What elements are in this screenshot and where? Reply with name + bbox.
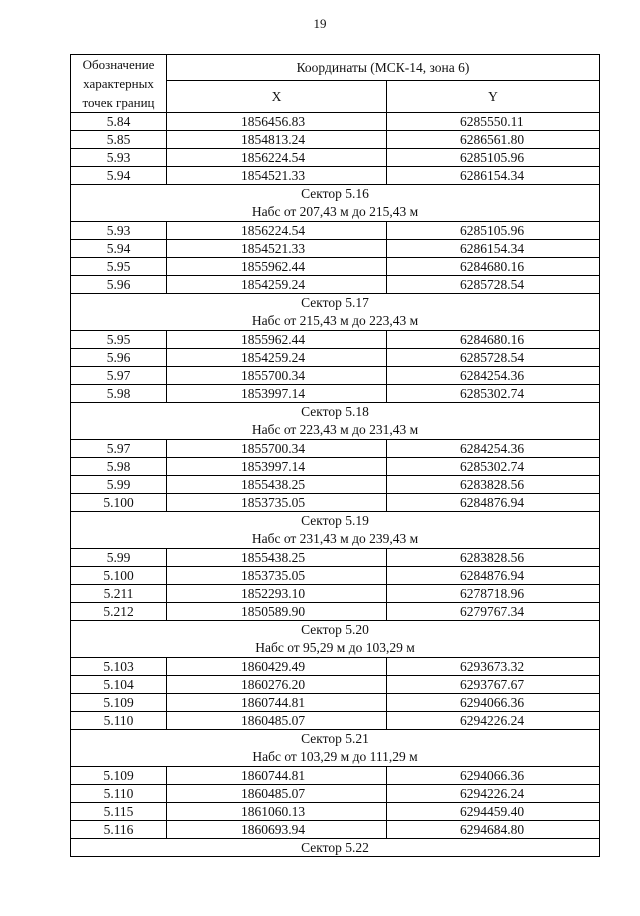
x-value-cell: 1853997.14 bbox=[167, 458, 387, 476]
point-id-cell: 5.103 bbox=[71, 658, 167, 676]
y-column-header: Y bbox=[387, 81, 600, 113]
table-row bbox=[71, 349, 600, 367]
x-value-cell: 1856224.54 bbox=[167, 222, 387, 240]
point-id-cell: 5.110 bbox=[71, 712, 167, 730]
sector-row bbox=[71, 185, 600, 222]
table-row bbox=[71, 258, 600, 276]
table-row bbox=[71, 712, 600, 730]
y-value-cell: 6279767.34 bbox=[387, 603, 600, 621]
y-value-cell: 6285550.11 bbox=[387, 113, 600, 131]
sector-cell bbox=[71, 512, 600, 549]
y-value-cell: 6285302.74 bbox=[387, 385, 600, 403]
point-id-cell: 5.97 bbox=[71, 440, 167, 458]
x-value-cell: 1855438.25 bbox=[167, 476, 387, 494]
sector-range: Набс от 231,43 м до 239,43 м bbox=[251, 531, 419, 546]
x-value-cell: 1860485.07 bbox=[167, 712, 387, 730]
y-value-cell: 6294066.36 bbox=[387, 767, 600, 785]
table-row bbox=[71, 385, 600, 403]
point-id-cell: 5.93 bbox=[71, 222, 167, 240]
table-row bbox=[71, 167, 600, 185]
y-value-cell: 6284254.36 bbox=[387, 367, 600, 385]
point-id-cell: 5.211 bbox=[71, 585, 167, 603]
x-value-cell: 1854259.24 bbox=[167, 276, 387, 294]
point-id-cell: 5.115 bbox=[71, 803, 167, 821]
table-row bbox=[71, 549, 600, 567]
y-value-cell: 6284876.94 bbox=[387, 567, 600, 585]
point-id-cell: 5.94 bbox=[71, 167, 167, 185]
table-row bbox=[71, 567, 600, 585]
table-row bbox=[71, 276, 600, 294]
sector-cell bbox=[71, 730, 600, 767]
sector-title: Сектор 5.16 bbox=[301, 186, 369, 201]
table-row bbox=[71, 694, 600, 712]
y-value-cell: 6293673.32 bbox=[387, 658, 600, 676]
x-value-cell: 1854813.24 bbox=[167, 131, 387, 149]
sector-range: Набс от 95,29 м до 103,29 м bbox=[255, 640, 415, 655]
x-value-cell: 1855962.44 bbox=[167, 331, 387, 349]
table-row bbox=[71, 476, 600, 494]
x-value-cell: 1860276.20 bbox=[167, 676, 387, 694]
x-value-cell: 1850589.90 bbox=[167, 603, 387, 621]
sector-row bbox=[71, 403, 600, 440]
x-value-cell: 1856224.54 bbox=[167, 149, 387, 167]
point-id-cell: 5.116 bbox=[71, 821, 167, 839]
point-id-cell: 5.110 bbox=[71, 785, 167, 803]
point-id-cell: 5.94 bbox=[71, 240, 167, 258]
y-value-cell: 6294226.24 bbox=[387, 712, 600, 730]
x-value-cell: 1856456.83 bbox=[167, 113, 387, 131]
point-id-cell: 5.212 bbox=[71, 603, 167, 621]
y-value-cell: 6285728.54 bbox=[387, 276, 600, 294]
y-value-cell: 6285105.96 bbox=[387, 222, 600, 240]
point-id-cell: 5.95 bbox=[71, 258, 167, 276]
sector-title: Сектор 5.17 bbox=[301, 295, 369, 310]
point-id-cell: 5.109 bbox=[71, 694, 167, 712]
x-value-cell: 1860744.81 bbox=[167, 694, 387, 712]
table-row bbox=[71, 658, 600, 676]
x-value-cell: 1854521.33 bbox=[167, 167, 387, 185]
sector-row bbox=[71, 839, 600, 857]
page-number: 19 bbox=[313, 16, 327, 31]
sector-range: Набс от 215,43 м до 223,43 м bbox=[251, 313, 419, 328]
point-id-cell: 5.96 bbox=[71, 349, 167, 367]
table-row bbox=[71, 676, 600, 694]
point-id-cell: 5.84 bbox=[71, 113, 167, 131]
point-id-cell: 5.99 bbox=[71, 549, 167, 567]
x-value-cell: 1860693.94 bbox=[167, 821, 387, 839]
x-value-cell: 1852293.10 bbox=[167, 585, 387, 603]
y-value-cell: 6285105.96 bbox=[387, 149, 600, 167]
sector-cell bbox=[71, 621, 600, 658]
sector-cell bbox=[71, 294, 600, 331]
table-row bbox=[71, 585, 600, 603]
y-value-cell: 6278718.96 bbox=[387, 585, 600, 603]
x-value-cell: 1853735.05 bbox=[167, 494, 387, 512]
sector-row bbox=[71, 621, 600, 658]
sector-title: Сектор 5.20 bbox=[301, 622, 369, 637]
sector-title: Сектор 5.19 bbox=[301, 513, 369, 528]
table-row bbox=[71, 603, 600, 621]
y-value-cell: 6286561.80 bbox=[387, 131, 600, 149]
y-value-cell: 6285302.74 bbox=[387, 458, 600, 476]
table-row bbox=[71, 821, 600, 839]
x-column-header: X bbox=[167, 81, 387, 113]
x-value-cell: 1853997.14 bbox=[167, 385, 387, 403]
y-value-cell: 6284254.36 bbox=[387, 440, 600, 458]
x-value-cell: 1860744.81 bbox=[167, 767, 387, 785]
table-row bbox=[71, 785, 600, 803]
table-body bbox=[71, 113, 600, 857]
coordinates-header: Координаты (МСК-14, зона 6) bbox=[167, 55, 600, 81]
sector-title: Сектор 5.18 bbox=[301, 404, 369, 419]
table-row bbox=[71, 149, 600, 167]
y-value-cell: 6294066.36 bbox=[387, 694, 600, 712]
y-value-cell: 6294226.24 bbox=[387, 785, 600, 803]
y-value-cell: 6294459.40 bbox=[387, 803, 600, 821]
table-row bbox=[71, 113, 600, 131]
x-value-cell: 1854521.33 bbox=[167, 240, 387, 258]
y-value-cell: 6286154.34 bbox=[387, 167, 600, 185]
x-value-cell: 1853735.05 bbox=[167, 567, 387, 585]
designation-header: Обозначение характерных точек границ bbox=[71, 55, 167, 113]
x-value-cell: 1860485.07 bbox=[167, 785, 387, 803]
x-value-cell: 1854259.24 bbox=[167, 349, 387, 367]
point-id-cell: 5.97 bbox=[71, 367, 167, 385]
table-row bbox=[71, 440, 600, 458]
y-value-cell: 6286154.34 bbox=[387, 240, 600, 258]
table-row bbox=[71, 458, 600, 476]
table-row bbox=[71, 803, 600, 821]
x-value-cell: 1855438.25 bbox=[167, 549, 387, 567]
sector-cell bbox=[71, 403, 600, 440]
y-value-cell: 6284680.16 bbox=[387, 258, 600, 276]
point-id-cell: 5.109 bbox=[71, 767, 167, 785]
table-row bbox=[71, 240, 600, 258]
point-id-cell: 5.85 bbox=[71, 131, 167, 149]
table-row bbox=[71, 222, 600, 240]
point-id-cell: 5.93 bbox=[71, 149, 167, 167]
y-value-cell: 6284680.16 bbox=[387, 331, 600, 349]
point-id-cell: 5.104 bbox=[71, 676, 167, 694]
y-value-cell: 6293767.67 bbox=[387, 676, 600, 694]
table-row bbox=[71, 131, 600, 149]
x-value-cell: 1855700.34 bbox=[167, 367, 387, 385]
sector-range: Набс от 223,43 м до 231,43 м bbox=[251, 422, 419, 437]
y-value-cell: 6283828.56 bbox=[387, 549, 600, 567]
point-id-cell: 5.96 bbox=[71, 276, 167, 294]
y-value-cell: 6283828.56 bbox=[387, 476, 600, 494]
table-row bbox=[71, 331, 600, 349]
point-id-cell: 5.100 bbox=[71, 567, 167, 585]
y-value-cell: 6285728.54 bbox=[387, 349, 600, 367]
sector-range: Набс от 103,29 м до 111,29 м bbox=[252, 749, 418, 764]
point-id-cell: 5.98 bbox=[71, 458, 167, 476]
point-id-cell: 5.95 bbox=[71, 331, 167, 349]
x-value-cell: 1855700.34 bbox=[167, 440, 387, 458]
sector-row bbox=[71, 512, 600, 549]
coordinates-table bbox=[70, 54, 600, 857]
sector-title: Сектор 5.22 bbox=[71, 839, 600, 857]
x-value-cell: 1861060.13 bbox=[167, 803, 387, 821]
table-row bbox=[71, 494, 600, 512]
y-value-cell: 6284876.94 bbox=[387, 494, 600, 512]
table-row bbox=[71, 767, 600, 785]
x-value-cell: 1855962.44 bbox=[167, 258, 387, 276]
sector-title: Сектор 5.21 bbox=[301, 731, 369, 746]
sector-row bbox=[71, 294, 600, 331]
point-id-cell: 5.99 bbox=[71, 476, 167, 494]
point-id-cell: 5.98 bbox=[71, 385, 167, 403]
table-row bbox=[71, 367, 600, 385]
sector-cell bbox=[71, 185, 600, 222]
point-id-cell: 5.100 bbox=[71, 494, 167, 512]
y-value-cell: 6294684.80 bbox=[387, 821, 600, 839]
sector-row bbox=[71, 730, 600, 767]
sector-range: Набс от 207,43 м до 215,43 м bbox=[251, 204, 419, 219]
x-value-cell: 1860429.49 bbox=[167, 658, 387, 676]
